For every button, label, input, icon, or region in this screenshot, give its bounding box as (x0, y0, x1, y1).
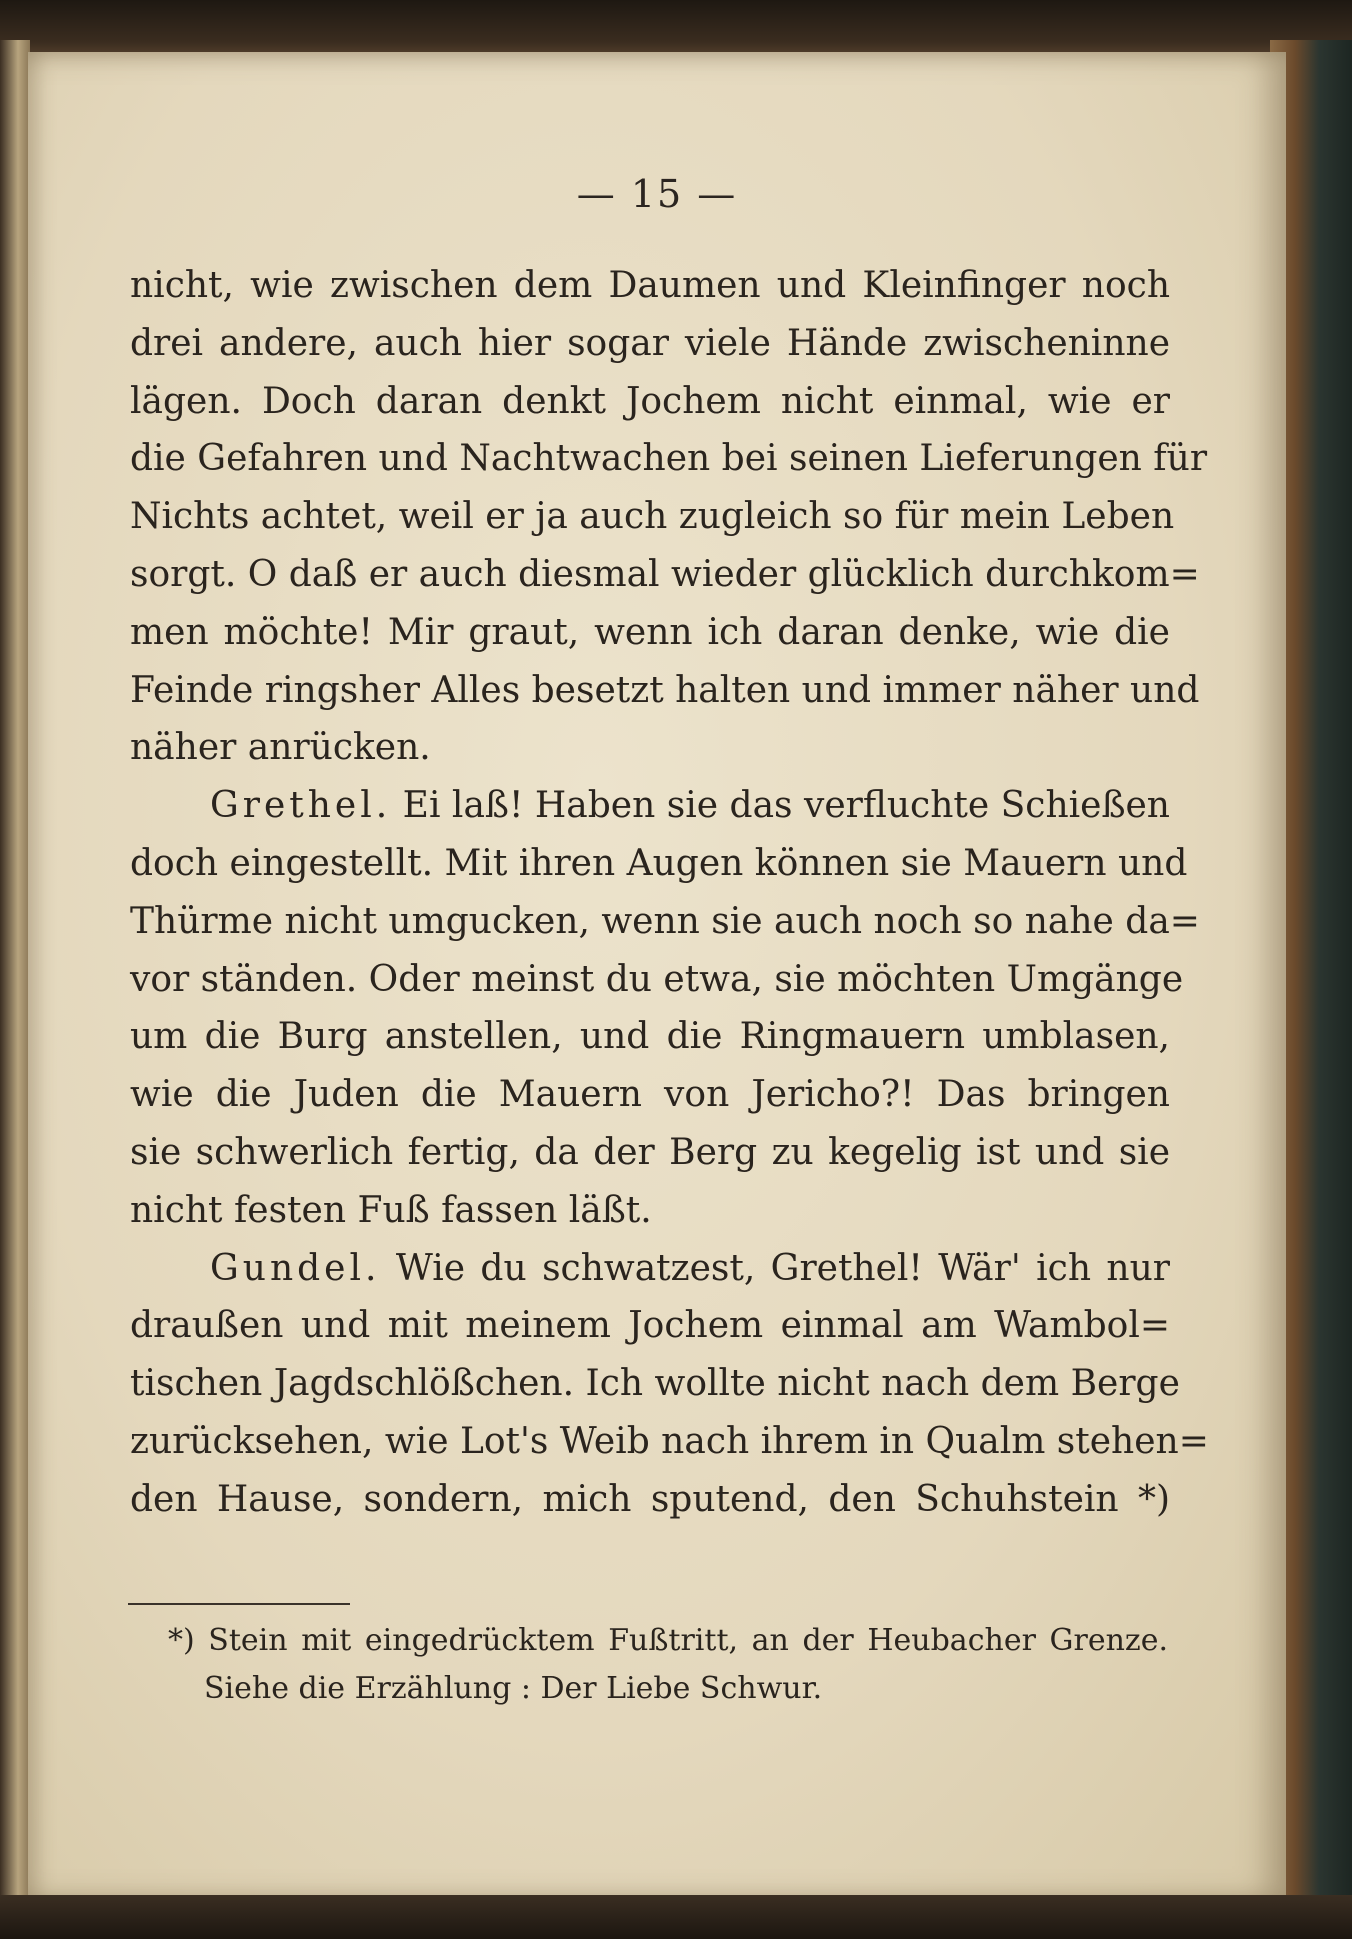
speaker-name: Grethel. (210, 785, 392, 827)
body-line: men möchte! Mir graut, wenn ich daran denke, wie die (130, 611, 1170, 653)
book-page (28, 52, 1286, 1902)
speech-line: Thürme nicht umgucken, wenn sie auch noch so nahe da= (130, 900, 1200, 942)
body-line: nicht, wie zwischen dem Daumen und Kleinfinger noch (130, 265, 1170, 306)
body-line: lägen. Doch daran denkt Jochem nicht einmal, wie er (130, 380, 1170, 422)
book-binding-top (0, 0, 1352, 60)
speech-line: tischen Jagdschlößchen. Ich wollte nicht nach dem Berge (130, 1363, 1180, 1405)
footnote-line: Siehe die Erzählung : Der Liebe Schwur. (204, 1671, 823, 1706)
body-line: näher anrücken. (130, 727, 431, 769)
speaker-name: Gundel. (210, 1247, 381, 1289)
page-bottom-shadow (0, 1895, 1352, 1939)
footnote (168, 1617, 1168, 1713)
page-number: — 15 — (576, 172, 738, 216)
speech-text: Wie du schwatzest, Grethel! Wär' ich nur (395, 1247, 1170, 1289)
speech-first-line (130, 777, 1170, 835)
footnote-line: *) Stein mit eingedrücktem Fußtritt, an der Heubacher Grenze. (168, 1623, 1168, 1658)
body-line: die Gefahren und Nachtwachen bei seinen Lieferungen für (130, 438, 1208, 480)
page-body-text (130, 257, 1209, 1529)
speech-line: zurücksehen, wie Lot's Weib nach ihrem in Qualm stehen= (130, 1420, 1209, 1462)
speech-line: um die Burg anstellen, und die Ringmauern umblasen, (130, 1016, 1170, 1058)
body-line: sorgt. O daß er auch diesmal wieder glücklich durchkom= (130, 553, 1200, 595)
speech-line: sie schwerlich fertig, da der Berg zu kegelig ist und sie (130, 1131, 1170, 1173)
body-line: Feinde ringsher Alles besetzt halten und immer näher und (130, 669, 1200, 711)
left-page-edge (0, 40, 30, 1900)
footnote-rule (128, 1603, 350, 1605)
speech-line: draußen und mit meinem Jochem einmal am Wambol= (130, 1305, 1170, 1347)
speech-line: doch eingestellt. Mit ihren Augen können sie Mauern und (130, 842, 1188, 884)
speech-line: vor ständen. Oder meinst du etwa, sie möchten Umgänge (130, 958, 1184, 1000)
body-line: Nichts achtet, weil er ja auch zugleich so für mein Leben (130, 496, 1175, 538)
speech-text: Ei laß! Haben sie das verfluchte Schießen (402, 785, 1170, 827)
speech-line: nicht festen Fuß fassen läßt. (130, 1189, 652, 1231)
speech-line: den Hause, sondern, mich sputend, den Schuhstein *) (130, 1478, 1170, 1520)
speech-first-line (130, 1240, 1170, 1298)
speech-line: wie die Juden die Mauern von Jericho?! Das bringen (130, 1074, 1170, 1116)
body-line: drei andere, auch hier sogar viele Hände zwischeninne (130, 322, 1170, 364)
